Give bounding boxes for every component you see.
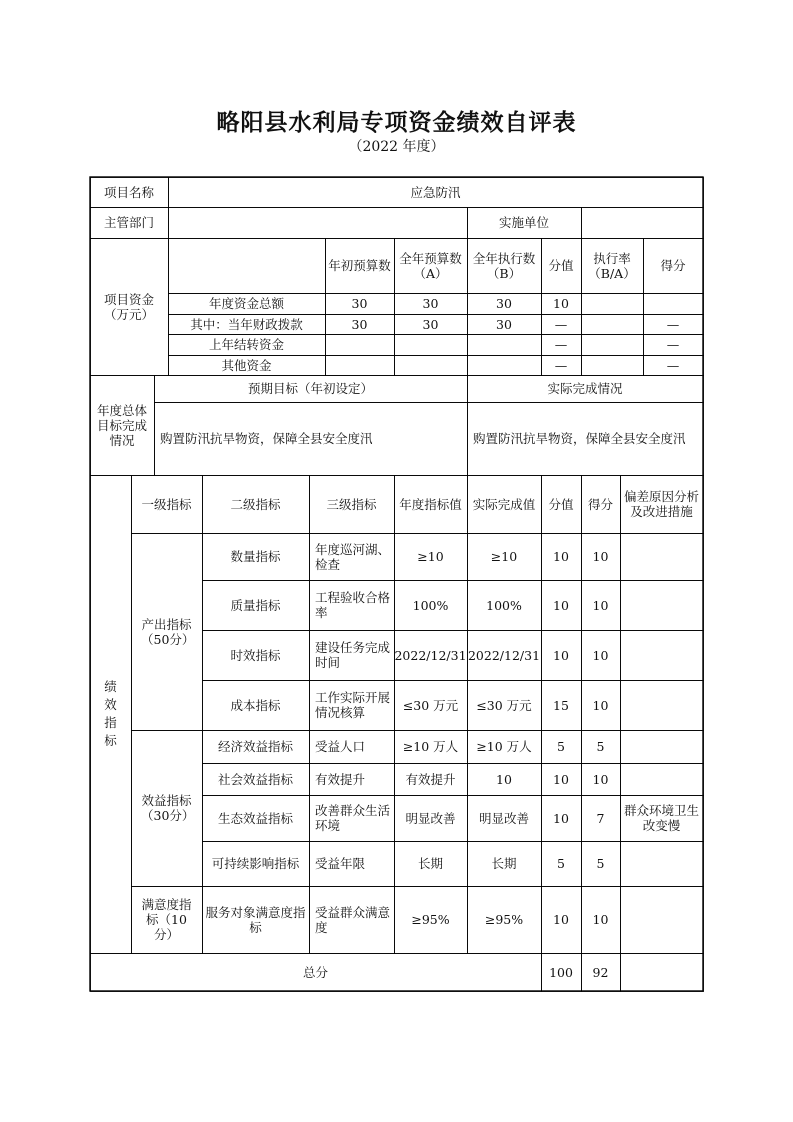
perf-cell-score: 10 — [553, 647, 569, 663]
perf-cell-target: ≥10 — [417, 549, 444, 564]
funds-row-label: 其他资金 — [221, 357, 272, 373]
funds-cell-initial: 30 — [351, 316, 368, 332]
perf-cell-l2: 可持续影响指标 — [211, 856, 300, 871]
perf-cell-l2: 数量指标 — [230, 549, 281, 564]
perf-cell-points: 10 — [592, 912, 609, 927]
perf-cell-score: 5 — [557, 856, 565, 871]
perf-cell-l2: 经济效益指标 — [217, 739, 293, 754]
perf-group-benefit: 效益指标（30分） — [141, 793, 195, 823]
funds-header-executed: 全年执行数（B） — [472, 250, 536, 281]
funds-row-label: 上年结转资金 — [208, 337, 284, 352]
perf-cell-l3: 建设任务完成时间 — [315, 640, 391, 670]
perf-cell-points: 5 — [596, 739, 605, 754]
funds-cell-executed: 30 — [496, 296, 512, 311]
perf-cell-reason — [620, 533, 703, 580]
perf-cell-points: 10 — [592, 771, 609, 787]
perf-cell-l3: 改善群众生活环境 — [315, 803, 391, 833]
funds-cell-points: — — [666, 357, 680, 373]
funds-cell-score: — — [554, 337, 568, 352]
funds-cell-rate — [581, 293, 643, 314]
perf-cell-points: 7 — [596, 810, 605, 826]
perf-cell-l3: 受益年限 — [315, 856, 366, 871]
perf-header-l1: 一级指标 — [141, 496, 192, 512]
perf-cell-reason — [620, 630, 703, 680]
perf-header-points: 得分 — [587, 496, 613, 512]
goals-actual-text: 购置防汛抗旱物资，保障全县安全度汛 — [473, 431, 686, 446]
perf-cell-actual: ≥95% — [484, 912, 524, 927]
perf-cell-score: 5 — [557, 739, 565, 754]
perf-cell-actual: ≤30 万元 — [476, 697, 532, 713]
funds-cell-initial — [325, 355, 394, 375]
perf-cell-target: 长期 — [417, 856, 443, 871]
funds-row-label: 年度资金总额 — [208, 296, 284, 311]
perf-group-output: 产出指标（50分） — [141, 616, 195, 647]
dept-label: 主管部门 — [103, 215, 154, 230]
perf-cell-actual: 100% — [486, 597, 522, 613]
perf-cell-target: 明显改善 — [405, 810, 456, 826]
perf-cell-reason — [620, 580, 703, 630]
perf-section-label: 绩效指标 — [104, 679, 117, 748]
project-name-value: 应急防汛 — [410, 184, 461, 200]
goals-expected-header: 预期目标（年初设定） — [247, 381, 373, 396]
perf-cell-l3: 年度巡河湖、检查 — [315, 541, 391, 572]
perf-cell-reason — [620, 886, 703, 953]
funds-cell-score: — — [554, 357, 568, 373]
perf-header-l2: 二级指标 — [230, 496, 281, 512]
page-subtitle: （2022 年度） — [348, 139, 445, 155]
perf-cell-actual: ≥10 万人 — [476, 739, 532, 754]
funds-cell-initial: 30 — [351, 296, 368, 311]
funds-cell-executed — [467, 334, 541, 355]
funds-header-blank — [168, 238, 325, 293]
perf-cell-points: 10 — [592, 597, 609, 613]
dept-value — [168, 207, 467, 238]
goals-expected-text: 购置防汛抗旱物资，保障全县安全度汛 — [160, 431, 373, 446]
perf-cell-score: 10 — [553, 771, 569, 787]
perf-cell-points: 10 — [592, 697, 609, 713]
perf-cell-target: 有效提升 — [405, 771, 456, 787]
perf-cell-l3: 有效提升 — [315, 771, 366, 787]
perf-cell-score: 10 — [553, 810, 569, 826]
page-title: 略阳县水利局专项资金绩效自评表 — [216, 109, 577, 136]
perf-cell-reason: 群众环境卫生改变慢 — [623, 803, 699, 833]
perf-cell-target: ≤30 万元 — [402, 697, 459, 713]
funds-cell-score: — — [554, 316, 568, 332]
perf-header-actual: 实际完成值 — [472, 496, 536, 512]
perf-cell-actual: 2022/12/31 — [467, 647, 541, 663]
perf-cell-points: 5 — [596, 856, 605, 871]
funds-cell-rate — [581, 355, 643, 375]
funds-cell-initial — [325, 334, 394, 355]
goals-actual-header: 实际完成情况 — [547, 381, 623, 396]
funds-header-annual: 全年预算数（A） — [399, 250, 462, 281]
perf-header-reason: 偏差原因分析及改进措施 — [623, 489, 699, 519]
funds-cell-executed — [467, 355, 541, 375]
perf-header-target: 年度指标值 — [399, 496, 462, 512]
perf-cell-target: 2022/12/31 — [394, 647, 467, 663]
funds-cell-annual — [394, 355, 467, 375]
funds-header-points: 得分 — [660, 258, 686, 273]
perf-cell-reason — [620, 763, 703, 795]
perf-cell-actual: 10 — [496, 771, 512, 787]
funds-cell-score: 10 — [553, 296, 569, 311]
funds-cell-points: — — [666, 337, 680, 352]
unit-value — [581, 207, 703, 238]
perf-cell-l2: 成本指标 — [230, 697, 281, 713]
perf-cell-score: 15 — [553, 697, 569, 713]
perf-cell-target: ≥95% — [411, 912, 450, 927]
funds-header-initial: 年初预算数 — [328, 258, 391, 273]
goals-section-label: 年度总体目标完成情况 — [96, 402, 147, 448]
perf-group-satisfaction: 满意度指标（10分） — [141, 897, 192, 942]
funds-cell-points: — — [666, 316, 680, 332]
total-blank — [620, 953, 703, 991]
total-score: 100 — [549, 964, 573, 980]
funds-cell-points — [643, 293, 703, 314]
perf-cell-l3: 受益人口 — [315, 739, 366, 754]
funds-cell-annual — [394, 334, 467, 355]
funds-cell-annual: 30 — [422, 296, 439, 311]
perf-cell-score: 10 — [553, 912, 569, 927]
funds-row-label: 其中：当年财政拨款 — [190, 316, 303, 332]
funds-header-score: 分值 — [548, 258, 574, 273]
unit-label: 实施单位 — [498, 215, 549, 230]
perf-cell-l2: 生态效益指标 — [217, 810, 293, 826]
funds-cell-annual: 30 — [422, 316, 439, 332]
perf-cell-score: 10 — [553, 549, 569, 564]
perf-cell-l3: 受益群众满意度 — [315, 904, 391, 935]
perf-cell-reason — [620, 841, 703, 886]
perf-cell-actual: ≥10 — [490, 549, 518, 564]
perf-cell-target: 100% — [412, 597, 449, 613]
funds-header-rate: 执行率（B/A） — [588, 250, 636, 281]
project-name-label: 项目名称 — [103, 184, 154, 200]
funds-section-label: 项目资金（万元） — [103, 291, 154, 322]
perf-cell-actual: 长期 — [491, 856, 517, 871]
perf-cell-l2: 时效指标 — [230, 647, 281, 663]
perf-cell-reason — [620, 730, 703, 763]
perf-cell-l3: 工程验收合格率 — [315, 590, 391, 620]
total-label: 总分 — [302, 964, 328, 980]
perf-cell-points: 10 — [592, 549, 609, 564]
perf-cell-reason — [620, 680, 703, 730]
perf-cell-points: 10 — [592, 647, 609, 663]
total-points: 92 — [592, 964, 609, 980]
perf-cell-l2: 质量指标 — [230, 597, 281, 613]
funds-cell-executed: 30 — [496, 316, 512, 332]
perf-cell-l2: 社会效益指标 — [217, 771, 293, 787]
perf-header-score: 分值 — [548, 496, 574, 512]
perf-cell-l2: 服务对象满意度指标 — [205, 904, 306, 935]
perf-header-l3: 三级指标 — [326, 496, 377, 512]
funds-cell-rate — [581, 334, 643, 355]
perf-cell-l3: 工作实际开展情况核算 — [315, 690, 391, 720]
funds-cell-rate — [581, 314, 643, 334]
perf-cell-actual: 明显改善 — [478, 810, 529, 826]
perf-cell-target: ≥10 万人 — [402, 739, 459, 754]
perf-cell-score: 10 — [553, 597, 569, 613]
